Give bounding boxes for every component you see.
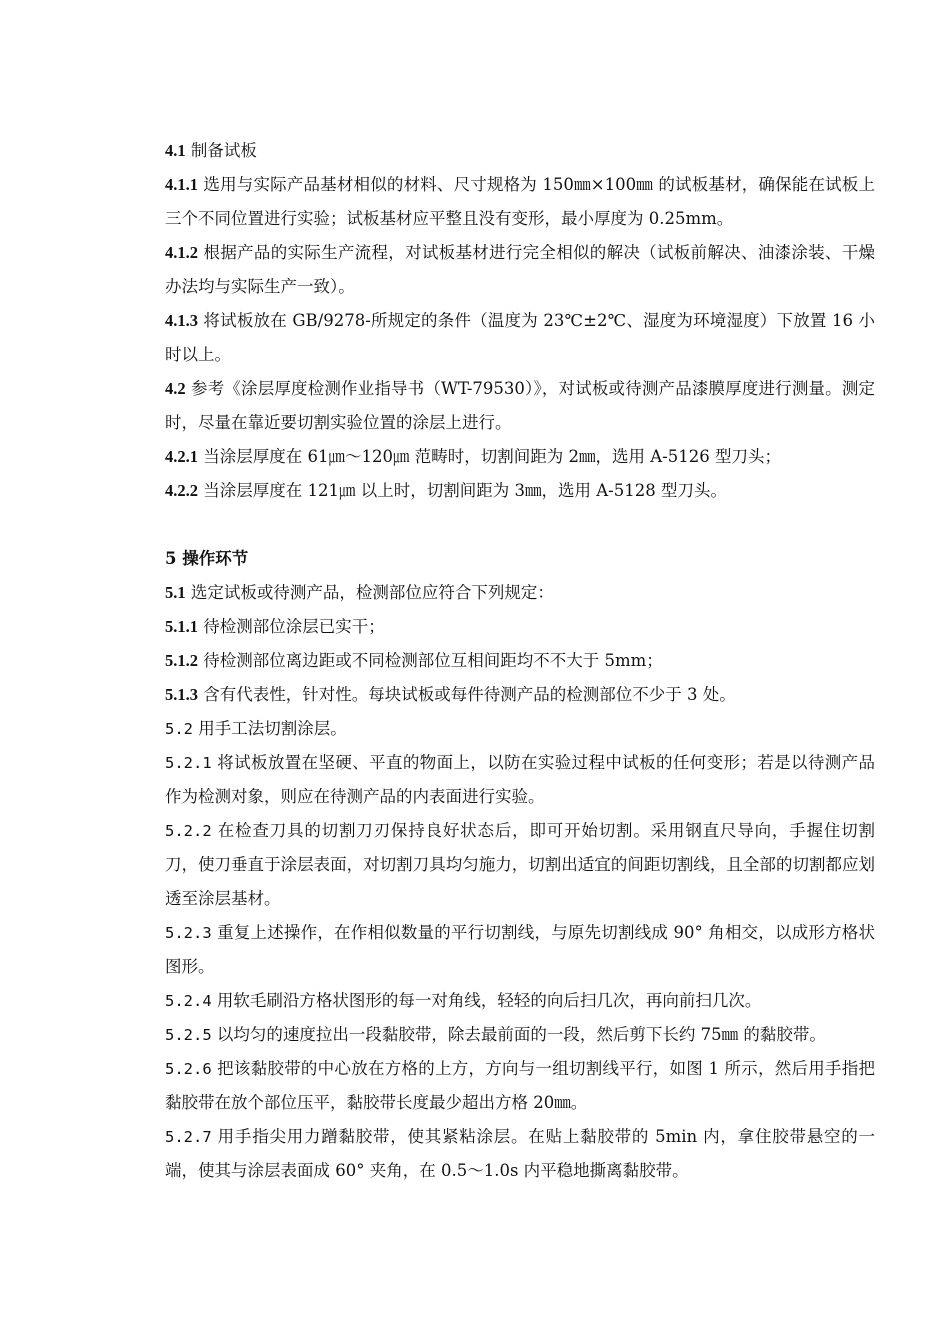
clause-number: 5.2.4 — [165, 992, 212, 1010]
clause-text: 在检查刀具的切割刀刃保持良好状态后，即可开始切割。采用钢直尺导向，手握住切割刀，使刀垂直于涂层表面，对切割刀具均匀施力，切割出适宜的间距切割线，且全部的切割都应划透至涂层基材。 — [165, 821, 875, 908]
clause-text: 当涂层厚度在 61㎛～120㎛ 范畴时，切割间距为 2㎜，选用 A-5126 型刀头； — [198, 447, 781, 466]
para-5-1-2 — [165, 644, 875, 678]
para-5-1 — [165, 576, 875, 610]
clause-text: 选用与实际产品基材相似的材料、尺寸规格为 150㎜×100㎜ 的试板基材，确保能在试板上三个不同位置进行实验；试板基材应平整且没有变形，最小厚度为 0.25mm。 — [165, 175, 875, 228]
clause-text: 根据产品的实际生产流程，对试板基材进行完全相似的解决（试板前解决、油漆涂装、干燥办法均与实际生产一致）。 — [165, 243, 875, 296]
clause-text: 制备试板 — [185, 141, 257, 160]
clause-text: 用软毛刷沿方格状图形的每一对角线，轻轻的向后扫几次，再向前扫几次。 — [211, 991, 762, 1010]
para-5-2-4 — [165, 984, 875, 1018]
clause-number: 5.2.3 — [165, 924, 212, 942]
clause-text: 参考《涂层厚度检测作业指导书（WT-79530）》，对试板或待测产品漆膜厚度进行测量。测定时，尽量在靠近要切割实验位置的涂层上进行。 — [165, 379, 875, 432]
para-4-2-2 — [165, 474, 875, 508]
para-5-2-1 — [165, 746, 875, 814]
clause-number: 5.1 — [165, 583, 186, 602]
para-5-2-6 — [165, 1052, 875, 1120]
clause-number: 5.2 — [165, 720, 193, 738]
clause-text: 用手指尖用力蹭黏胶带，使其紧粘涂层。在贴上黏胶带的 5min 内，拿住胶带悬空的一端，使其与涂层表面成 60° 夹角，在 0.5～1.0s 内平稳地撕离黏胶带。 — [165, 1127, 875, 1180]
clause-text: 以均匀的速度拉出一段黏胶带，除去最前面的一段，然后剪下长约 75㎜ 的黏胶带。 — [211, 1025, 826, 1044]
para-4-1-2 — [165, 236, 875, 304]
clause-number: 4.1.3 — [165, 311, 198, 330]
clause-number: 4.1.1 — [165, 175, 198, 194]
clause-number: 5.2.7 — [165, 1128, 212, 1146]
section-5-heading: 5 操作环节 — [165, 549, 249, 568]
clause-number: 4.2 — [165, 379, 186, 398]
clause-text: 选定试板或待测产品，检测部位应符合下列规定： — [185, 583, 554, 602]
para-5-2-5 — [165, 1018, 875, 1052]
para-5-1-1 — [165, 610, 875, 644]
clause-number: 5.2.5 — [165, 1026, 212, 1044]
clause-text: 重复上述操作，在作相似数量的平行切割线，与原先切割线成 90° 角相交，以成形方格状图形。 — [165, 923, 875, 976]
para-5-2-3 — [165, 916, 875, 984]
clause-number: 5.1.2 — [165, 651, 198, 670]
clause-text: 含有代表性，针对性。每块试板或每件待测产品的检测部位不少于 3 处。 — [198, 685, 736, 704]
clause-text: 当涂层厚度在 121㎛ 以上时，切割间距为 3㎜，选用 A-5128 型刀头。 — [198, 481, 727, 500]
clause-number: 4.1 — [165, 141, 186, 160]
para-4-1-1 — [165, 168, 875, 236]
clause-number: 5.2.1 — [165, 754, 212, 772]
clause-text: 将试板放置在坚硬、平直的物面上，以防在实验过程中试板的任何变形；若是以待测产品作为检测对象，则应在待测产品的内表面进行实验。 — [165, 753, 875, 806]
para-5-2-7 — [165, 1120, 875, 1188]
clause-number: 5.2.6 — [165, 1060, 212, 1078]
clause-number: 5.1.1 — [165, 617, 198, 636]
para-5-2 — [165, 712, 875, 746]
clause-text: 用手工法切割涂层。 — [193, 719, 347, 738]
para-5-2-2 — [165, 814, 875, 916]
para-5-1-3 — [165, 678, 875, 712]
para-4-2 — [165, 372, 875, 440]
clause-number: 5.1.3 — [165, 685, 198, 704]
clause-number: 4.1.2 — [165, 243, 198, 262]
clause-text: 把该黏胶带的中心放在方格的上方，方向与一组切割线平行，如图 1 所示，然后用手指把黏胶带在放个部位压平，黏胶带长度最少超出方格 20㎜。 — [165, 1059, 875, 1112]
clause-text: 待检测部位涂层已实干； — [198, 617, 385, 636]
para-4-1 — [165, 134, 875, 168]
clause-number: 4.2.1 — [165, 447, 198, 466]
clause-text: 将试板放在 GB/9278-所规定的条件（温度为 23℃±2℃、湿度为环境湿度）下放置 16 小时以上。 — [165, 311, 875, 364]
clause-number: 4.2.2 — [165, 481, 198, 500]
para-4-1-3 — [165, 304, 875, 372]
section-spacer — [165, 508, 875, 542]
clause-number: 5.2.2 — [165, 822, 212, 840]
clause-text: 待检测部位离边距或不同检测部位互相间距均不不大于 5mm； — [198, 651, 663, 670]
para-4-2-1 — [165, 440, 875, 474]
